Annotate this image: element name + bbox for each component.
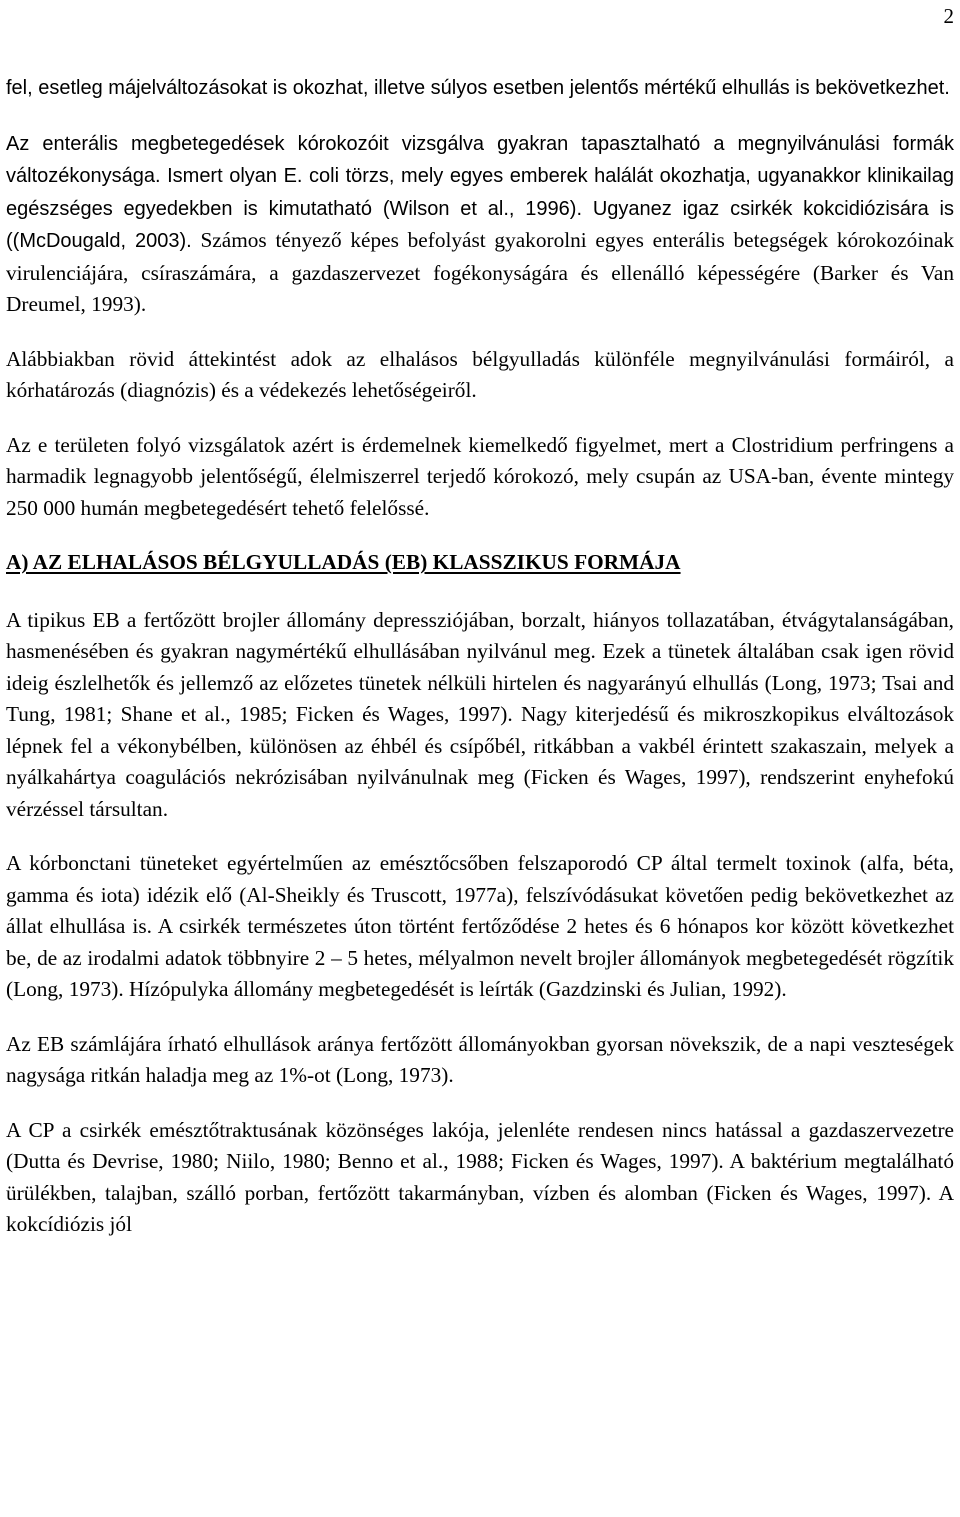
paragraph-1-text: fel, esetleg májelváltozásokat is okozhat, illetve súlyos esetben jelentős mértékű elhullás is bekövetkezhet. [6, 77, 950, 99]
paragraph-4: Az e területen folyó vizsgálatok azért is érdemelnek kiemelkedő figyelmet, mert a Clostridium perfringens a harmadik legnagyobb jelentőségű, élelmiszerrel terjedő kórokozó, mely csupán az USA-ban, évente mintegy 250 000 humán megbetegedésért tehető felelőssé. [6, 432, 954, 520]
paragraph-2-serif-text: Számos tényező képes befolyást gyakorolni egyes enterális betegségek kórokozóinak virulenciájára, csíraszámára, a gazdaszervezet fogékonyságára és ellenálló képességére (Barker és Van Dreumel, 1993). [6, 228, 954, 316]
paragraph-3: Alábbiakban rövid áttekintést adok az elhalásos bélgyulladás különféle megnyilvánulási formáiról, a kórhatározás (diagnózis) és a védekezés lehetőségeiről. [6, 346, 954, 402]
paragraph-1 [6, 72, 954, 105]
document-body [6, 72, 954, 1264]
paragraph-6: A kórbonctani tüneteket egyértelműen az emésztőcsőben felszaporodó CP által termelt toxinok (alfa, béta, gamma és iota) idézik elő (Al-Sheikly és Truscott, 1977a), felszívódásukat követően pedig bekövetkezhet az állat elhullása is. A csirkék természetes úton történt fertőződése 2 hetes és 6 hónapos kor között következhet be, de az irodalmi adatok többnyire 2 – 5 hetes, mélyalmon nevelt brojler állományok megbetegedését rögzítik (Long, 1973). Hízópulyka állomány megbetegedését is leírták (Gazdzinski és Julian, 1992). [6, 851, 954, 1001]
section-heading: A) AZ ELHALÁSOS BÉLGYULLADÁS (EB) KLASSZIKUS FORMÁJA [6, 550, 681, 574]
paragraph-8: A CP a csirkék emésztőtraktusának közönséges lakója, jelenléte rendesen nincs hatással a gazdaszervezetre (Dutta és Devrise, 1980; Niilo, 1980; Benno et al., 1988; Ficken és Wages, 1997). A baktérium megtalálható ürülékben, talajban, szálló porban, fertőzött takarmányban, vízben és alomban (Ficken és Wages, 1997). A kokcídiózis jól [6, 1117, 954, 1236]
paragraph-2 [6, 128, 954, 321]
page-number: 2 [943, 4, 954, 28]
paragraph-7: Az EB számlájára írható elhullások aránya fertőzött állományokban gyorsan növekszik, de a napi veszteségek nagysága ritkán haladja meg az 1%-ot (Long, 1973). [6, 1031, 954, 1087]
paragraph-2-sans-text: Az enterális megbetegedések kórokozóit vizsgálva gyakran tapasztalható a megnyilvánulási formák változékonysága. Ismert olyan E. coli törzs, mely egyes emberek halálát okozhatja, ugyanakkor klinikailag egészséges egyedekben is kimutatható (Wilson et al., 1996). Ugyanez igaz csirkék kokcidiózisára is ((McDougald, 2003). [6, 132, 954, 252]
paragraph-5: A tipikus EB a fertőzött brojler állomány depressziójában, borzalt, hiányos tollazatában, étvágytalanságában, hasmenésében és gyakran nagymértékű elhullásában nyilvánul meg. Ezek a tünetek általában csak igen rövid ideig észlelhetők és jellemző az előzetes tünetek nélküli hirtelen és nagyarányú elhullás (Long, 1973; Tsai and Tung, 1981; Shane et al., 1985; Ficken és Wages, 1997). Nagy kiterjedésű és mikroszkopikus elváltozások lépnek fel a vékonybélben, különösen az éhbél és csípőbél, ritkábban a vakbél érintett szakaszain, melyek a nyálkahártya coagulációs nekrózisában nyilvánulnak meg (Ficken és Wages, 1997), rendszerint enyhefokú vérzéssel társultan. [6, 607, 954, 821]
